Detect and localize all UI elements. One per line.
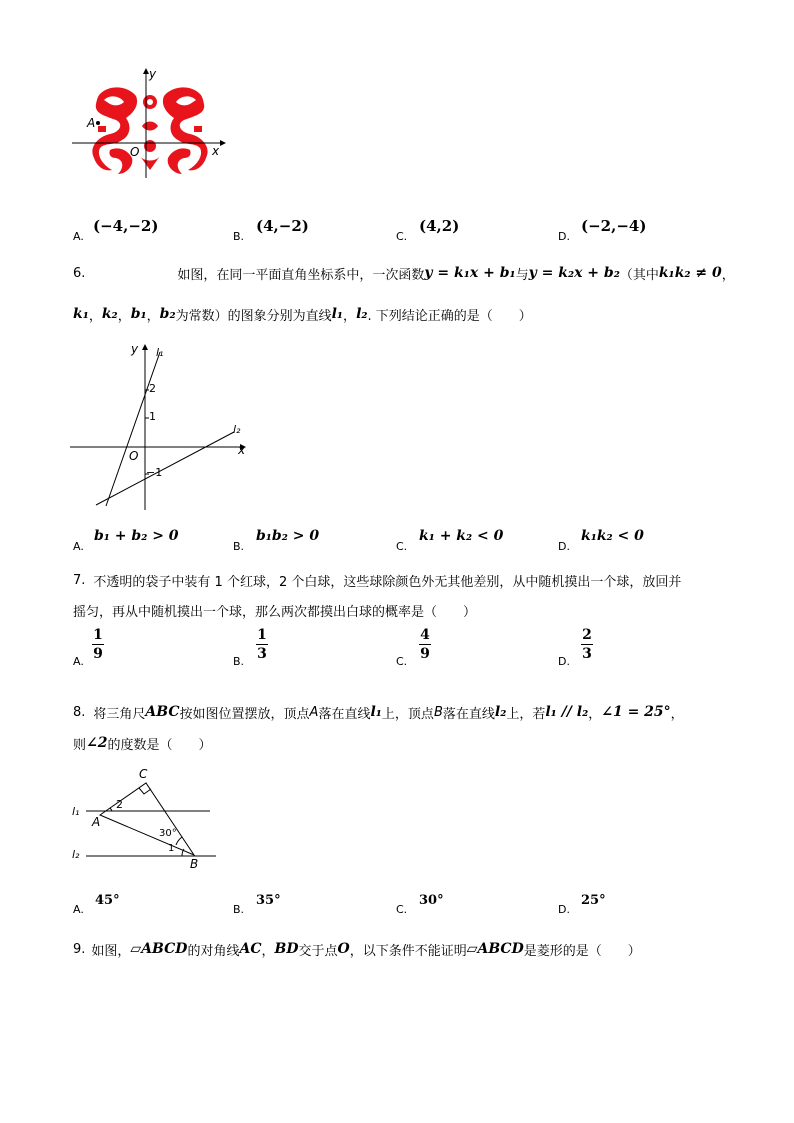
q7-text-1: 不透明的袋子中装有 1 个红球，2 个白球，这些球除颜色外无其他差别，从中随机摸出一个球，放回并 [93,574,682,590]
q8-text-2b: 的度数是（ ） [107,737,212,753]
q6-option-d-letter: D. [558,540,570,553]
q8-a: A [309,704,319,720]
q9-text-b: 的对角线 [187,943,240,959]
q6-comma-3: ， [146,308,160,324]
q6-eq1: y = k₁x + b₁ [424,265,516,281]
q7-option-a-den: 9 [93,646,103,662]
q8-option-a-value: 45° [95,893,120,908]
q5-option-d-value: (−2,−4) [581,217,647,235]
q7-option-d-letter: D. [558,655,570,668]
q6-option-b-value: b₁b₂ > 0 [256,528,320,544]
q8-abc: ABC [145,704,180,720]
q7-option-c-fraction [419,627,431,662]
q5-y-label: y [149,67,157,81]
q6-eq2: y = k₂x + b₂ [528,265,620,281]
q9-number: 9. [73,941,86,957]
q5-origin-label: O [130,145,140,159]
q6-l1: l₁ [331,306,344,322]
q9-para2: ▱ABCD [466,941,524,957]
q8-option-d-value: 25° [581,893,606,908]
q5-option-b-value: (4,−2) [256,217,309,235]
q8-text-1f: 上，若 [506,706,546,722]
q6-text-1d: ， [721,267,735,283]
dragon-papercut-image [92,87,207,174]
q7-text-2: 摇匀，再从中随机摸出一个球，那么两次都摸出白球的概率是（ ） [73,605,477,620]
q6-cond: k₁k₂ ≠ 0 [658,265,722,281]
q5-option-b-letter: B. [233,230,245,243]
q7-line1 [73,570,681,590]
q7-option-d-fraction [581,627,593,662]
q5-x-label: x [212,144,220,158]
q9-text-e: 是菱形的是（ ） [523,943,641,959]
q8-option-c-value: 30° [419,893,444,908]
q8-text-1g: ， [670,706,684,722]
q5-option-d-letter: D. [558,230,570,243]
q8-option-b-value: 35° [256,893,281,908]
q7-option-c-letter: C. [396,655,408,668]
q9-text-c: 交于点 [298,943,338,959]
q9-line1 [73,938,641,960]
q7-option-a-num: 1 [93,627,103,643]
y-axis-arrow [142,344,148,350]
q8-option-d-letter: D. [558,903,570,916]
q7-number: 7. [73,572,86,588]
q6-k2: k₂ [101,306,118,322]
q6-option-c-letter: C. [396,540,408,553]
q5-option-c-letter: C. [396,230,408,243]
q7-option-d-num: 2 [582,627,592,643]
q6-text-1c: （其中 [619,267,659,283]
q6-fig-tick-1: 1 [149,410,156,423]
q6-k1: k₁ [73,306,89,322]
q6-figure [68,340,253,515]
q8-l2: l₂ [494,704,507,720]
q8-fig-angle30: 30° [159,828,177,839]
angle-30-arc [176,837,182,845]
q6-text-1a: 如图，在同一平面直角坐标系中，一次函数 [177,267,425,283]
q8-option-c-letter: C. [396,903,408,916]
q5-option-a-value: (−4,−2) [93,217,159,235]
q8-comma: ， [588,706,602,722]
q8-fig-a: A [92,815,101,829]
q6-comma-1: ， [88,308,102,324]
q7-option-b-num: 1 [257,627,267,643]
q8-fig-b: B [190,857,199,871]
q6-b2: b₂ [159,306,176,322]
q5-option-a-letter: A. [73,230,84,243]
x-axis-arrow [220,140,226,146]
q5-point-a-label: A [87,116,96,130]
q7-option-b-letter: B. [233,655,245,668]
q8-fig-angle2: 2 [116,798,123,811]
q9-text-d: ，以下条件不能证明 [349,943,467,959]
q8-text-2a: 则 [73,737,87,753]
q6-fig-x: x [238,443,246,457]
q6-fig-origin: O [129,449,139,463]
q7-option-b-den: 3 [257,646,267,662]
q5-option-c-value: (4,2) [419,217,460,235]
q8-text-1a: 将三角尺 [93,706,146,722]
q8-fig-angle1: 1 [168,843,175,854]
q8-fig-l2: l₂ [72,848,80,861]
q6-line2 [73,303,532,325]
q9-o: O [337,941,350,957]
q6-text-2a: 为常数）的图象分别为直线 [175,308,332,324]
q8-l1: l₁ [370,704,382,720]
q8-option-b-letter: B. [233,903,245,916]
q6-comma-4: ， [343,308,357,324]
q6-fig-l1: l₁ [156,346,164,359]
q6-comma-2: ， [117,308,131,324]
q9-comma: ， [261,943,275,959]
q6-l2: l₂ [356,306,368,322]
triangle-abc [100,783,194,855]
q6-number: 6. [73,265,86,281]
q8-line2 [73,732,212,754]
q8-line1 [73,701,684,723]
line-l1 [106,352,163,506]
q7-option-c-num: 4 [420,627,430,643]
q6-fig-l2: l₂ [233,423,241,436]
line-l2 [96,432,234,505]
q6-option-c-value: k₁ + k₂ < 0 [419,528,504,544]
q9-bd: BD [274,941,299,957]
q6-option-d-value: k₁k₂ < 0 [581,528,644,544]
right-angle-mark [139,788,151,794]
q6-text-1b: 与 [515,267,529,283]
q7-option-c-den: 9 [420,646,430,662]
q6-option-a-letter: A. [73,540,84,553]
q8-option-a-letter: A. [73,903,84,916]
q6-fig-y: y [131,342,139,356]
q6-text-2b: . 下列结论正确的是（ ） [367,308,532,324]
q8-b: B [433,704,443,720]
q6-fig-tick-2: 2 [149,382,156,395]
q7-option-a-fraction [92,627,104,662]
q6-option-b-letter: B. [233,540,245,553]
q8-parallel: l₁ // l₂ [545,704,589,720]
q9-ac: AC [239,941,262,957]
q7-option-d-den: 3 [582,646,592,662]
q8-text-1e: 落在直线 [442,706,495,722]
q8-fig-l1: l₁ [72,805,80,818]
q8-text-1c: 落在直线 [318,706,371,722]
q8-angle1: ∠1 = 25° [601,704,671,720]
q6-line1 [73,262,735,284]
q8-text-1d: 上，顶点 [381,706,434,722]
q6-fig-tick-neg1: −1 [146,466,163,479]
q8-angle2: ∠2 [86,735,108,751]
q8-text-1b: 按如图位置摆放，顶点 [179,706,310,722]
q9-para1: ▱ABCD [130,941,188,957]
q8-number: 8. [73,704,86,720]
q6-b1: b₁ [130,306,147,322]
q8-fig-c: C [139,767,148,781]
q7-option-b-fraction [256,627,268,662]
point-a [96,121,100,125]
q6-option-a-value: b₁ + b₂ > 0 [94,528,179,544]
q9-text-a: 如图， [91,943,131,959]
q7-option-a-letter: A. [73,655,84,668]
